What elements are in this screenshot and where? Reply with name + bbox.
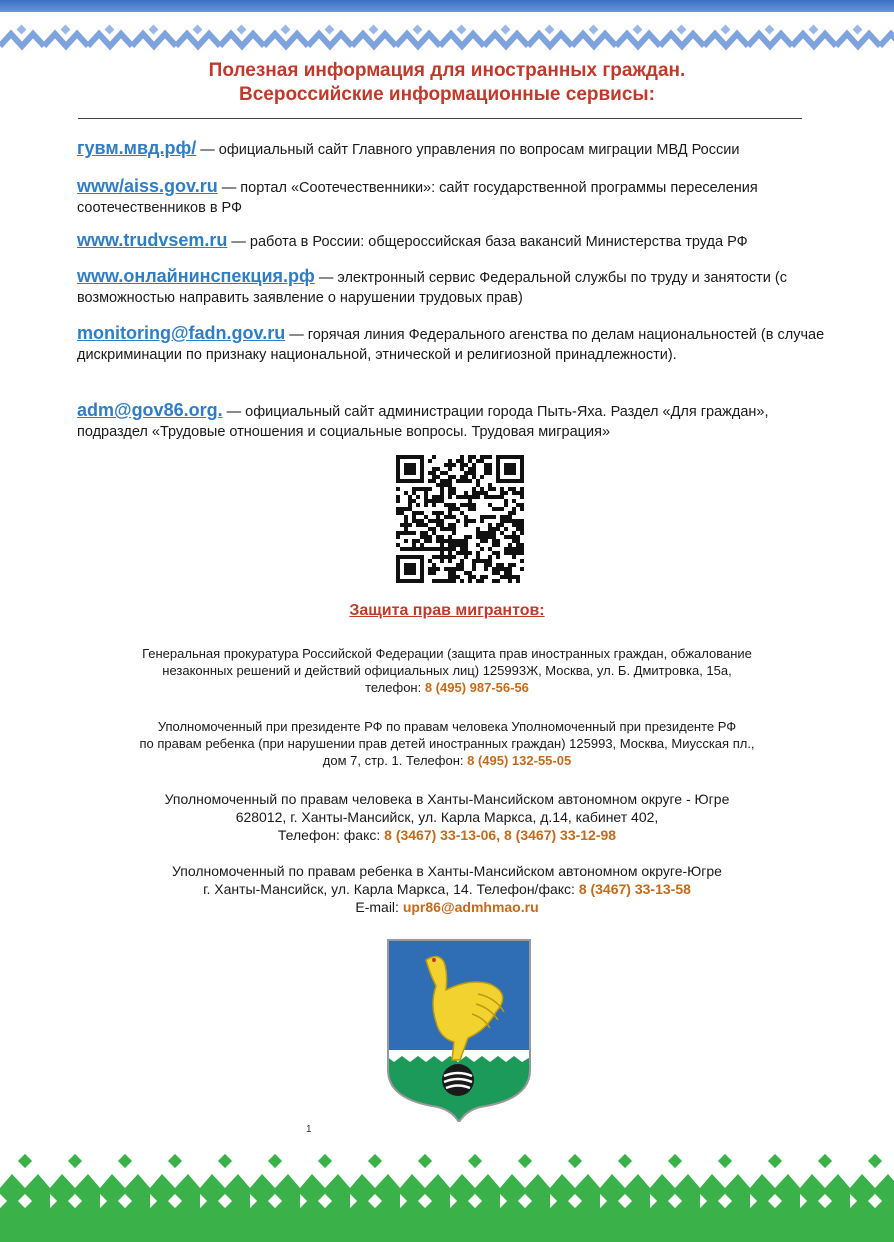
- qr-code-icon[interactable]: [396, 455, 524, 583]
- service-description: — электронный сервис Федеральной службы по труду и занятости (с возможностью направить заявление о нарушении трудовых прав): [77, 270, 787, 306]
- contact-text: Уполномоченный по правам ребенка в Ханты-Мансийском автономном округе-Югре: [172, 863, 722, 879]
- service-item-guvm: [77, 138, 842, 160]
- top-ornament: [0, 22, 894, 58]
- service-link-aiss[interactable]: www/aiss.gov.ru: [77, 176, 218, 196]
- service-item-admin-site: [77, 400, 842, 442]
- separator: ,: [496, 827, 504, 843]
- email-link[interactable]: upr86@admhmao.ru: [402, 899, 539, 915]
- section-title-migrant-rights: Защита прав мигрантов:: [349, 602, 545, 619]
- service-description: — работа в России: общероссийская база вакансий Министерства труда РФ: [227, 234, 748, 250]
- contact-text: незаконных решений и действий официальных лиц) 125993Ж, Москва, ул. Б. Дмитровка, 15а,: [162, 663, 732, 678]
- contact-prosecutor: [60, 645, 834, 696]
- service-link-online-inspection[interactable]: www.онлайнинспекция.рф: [77, 266, 315, 286]
- top-color-band: [0, 0, 894, 12]
- service-item-fadn: [77, 323, 842, 365]
- contact-text: дом 7, стр. 1. Телефон:: [322, 753, 468, 768]
- service-link-fadn-email[interactable]: monitoring@fadn.gov.ru: [77, 323, 286, 343]
- phone-number[interactable]: 8 (3467) 33-13-06: [384, 827, 497, 843]
- service-description: — горячая линия Федерального агенства по делам национальностей (в случае дискриминации по признаку национальной, этнической и религиозной принадлежности).: [77, 327, 825, 363]
- contact-text: по правам ребенка (при нарушении прав детей иностранных граждан) 125993, Москва, Миусская пл.,: [139, 736, 755, 751]
- service-description: — официальный сайт администрации города Пыть-Яха. Раздел «Для граждан», подраздел «Трудовые отношения и социальные вопросы. Трудовая миграция»: [77, 404, 769, 440]
- phone-label: Телефон: факс:: [277, 827, 385, 843]
- coat-of-arms-icon: [386, 938, 532, 1122]
- contact-text: Генеральная прокуратура Российской Федерации (защита прав иностранных граждан, обжалование: [142, 646, 752, 661]
- page-title-line-1: Полезная информация для иностранных граждан.: [208, 60, 686, 81]
- service-item-aiss: [77, 176, 842, 218]
- service-description: — портал «Соотечественники»: сайт государственной программы переселения соотечественников в РФ: [77, 180, 758, 216]
- phone-number[interactable]: 8 (3467) 33-12-98: [504, 827, 617, 843]
- title-divider: [78, 118, 802, 119]
- contact-text: 628012, г. Ханты-Мансийск, ул. Карла Маркса, д.14, кабинет 402,: [235, 809, 659, 825]
- phone-number[interactable]: 8 (495) 987-56-56: [424, 680, 529, 695]
- contact-text: г. Ханты-Мансийск, ул. Карла Маркса, 14. Телефон/факс:: [203, 881, 579, 897]
- service-item-online-inspection: [77, 266, 842, 308]
- service-link-guvm[interactable]: гувм.мвд.рф/: [77, 138, 197, 158]
- phone-number[interactable]: 8 (495) 132-55-05: [467, 753, 572, 768]
- contact-phone-line: [60, 679, 834, 696]
- service-link-admin[interactable]: adm@gov86.org.: [77, 400, 223, 420]
- contact-phone-line: [60, 826, 834, 844]
- contact-email-line: [60, 898, 834, 916]
- contact-text: Уполномоченный по правам человека в Ханты-Мансийском автономном округе - Югре: [164, 791, 730, 807]
- phone-label: телефон:: [365, 680, 425, 695]
- service-link-trudvsem[interactable]: www.trudvsem.ru: [77, 230, 228, 250]
- email-label: E-mail:: [355, 899, 403, 915]
- contact-child-ombudsman-khmao: [60, 862, 834, 916]
- page-title-line-2: Всероссийские информационные сервисы:: [239, 84, 655, 105]
- contact-phone-line: [60, 880, 834, 898]
- service-item-trudvsem: [77, 230, 842, 252]
- bottom-ornament: [0, 1150, 894, 1242]
- contact-text: Уполномоченный при президенте РФ по правам человека Уполномоченный при президенте РФ: [157, 719, 737, 734]
- contact-phone-line: [60, 752, 834, 769]
- contact-ombudsman-khmao: [60, 790, 834, 844]
- page-mark: 1: [306, 1124, 312, 1135]
- phone-number[interactable]: 8 (3467) 33-13-58: [578, 881, 691, 897]
- service-description: — официальный сайт Главного управления по вопросам миграции МВД России: [196, 142, 740, 158]
- contact-ombudsman-rf: [60, 718, 834, 769]
